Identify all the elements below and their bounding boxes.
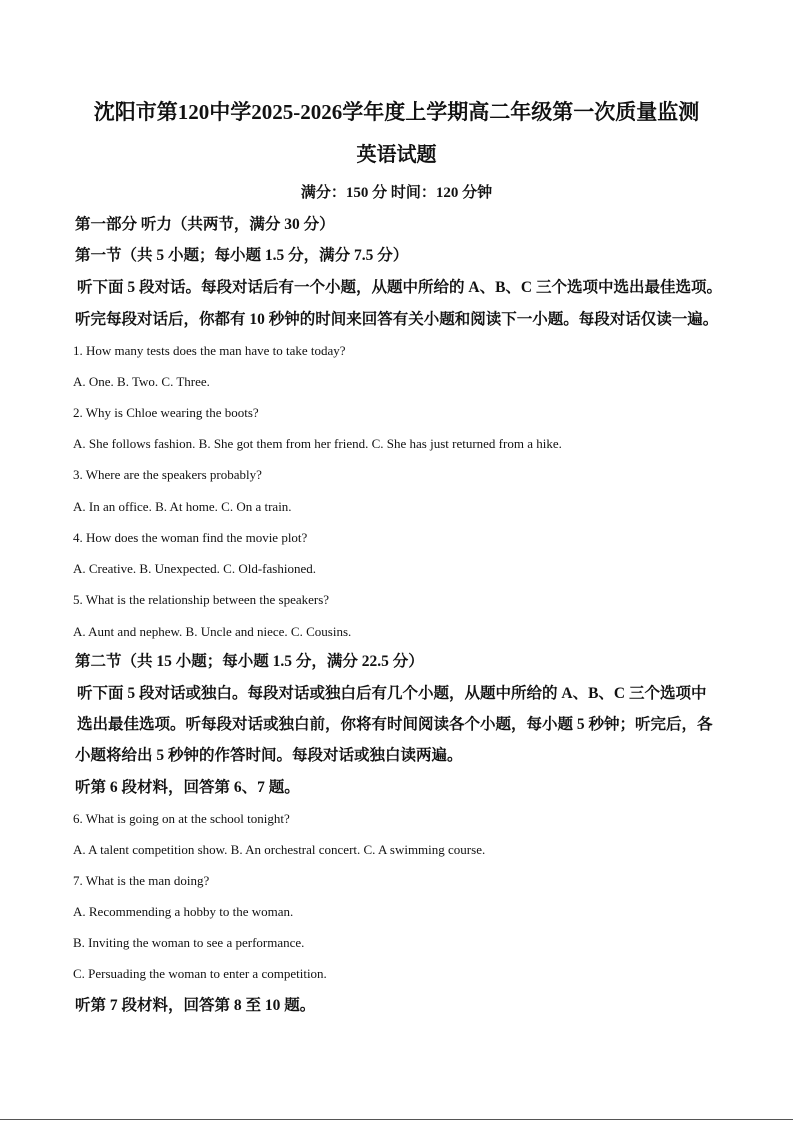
question-6: 6. What is going on at the school tonight? <box>73 811 290 826</box>
section2-instruction-line: 选出最佳选项。听每段对话或独白前，你将有时间阅读各个小题，每小题 5 秒钟；听完后，各 <box>77 716 713 733</box>
options-4: A. Creative. B. Unexpected. C. Old-fashioned. <box>73 561 316 576</box>
options-2: A. She follows fashion. B. She got them from her friend. C. She has just returned from a hike. <box>73 436 562 451</box>
option-7b: B. Inviting the woman to see a performance. <box>73 935 305 950</box>
section2-heading: 第二节（共 15 小题；每小题 1.5 分，满分 22.5 分） <box>75 653 424 670</box>
section2-instruction-line: 小题将给出 5 秒钟的作答时间。每段对话或独白读两遍。 <box>75 747 463 764</box>
question-7: 7. What is the man doing? <box>73 873 210 888</box>
score-time: 满分：150 分 时间：120 分钟 <box>300 185 493 201</box>
option-7c: C. Persuading the woman to enter a competition. <box>73 966 327 981</box>
question-1: 1. How many tests does the man have to take today? <box>73 343 346 358</box>
exam-title: 沈阳市第120中学2025-2026学年度上学期高二年级第一次质量监测 <box>93 100 700 124</box>
options-6: A. A talent competition show. B. An orchestral concert. C. A swimming course. <box>73 842 486 857</box>
section1-heading: 第一节（共 5 小题；每小题 1.5 分，满分 7.5 分） <box>75 247 409 264</box>
question-2: 2. Why is Chloe wearing the boots? <box>73 405 259 420</box>
options-1: A. One. B. Two. C. Three. <box>73 374 210 389</box>
question-3: 3. Where are the speakers probably? <box>73 467 262 482</box>
options-5: A. Aunt and nephew. B. Uncle and niece. C. Cousins. <box>73 624 352 639</box>
material-6-heading: 听第 6 段材料，回答第 6、7 题。 <box>75 779 300 796</box>
section1-instruction-line: 听完每段对话后，你都有 10 秒钟的时间来回答有关小题和阅读下一小题。每段对话仅读一遍。 <box>75 311 719 328</box>
material-7-heading: 听第 7 段材料，回答第 8 至 10 题。 <box>75 997 316 1014</box>
question-4: 4. How does the woman find the movie plot? <box>73 530 308 545</box>
options-3: A. In an office. B. At home. C. On a train. <box>73 499 292 514</box>
page-bottom-rule <box>0 1119 793 1120</box>
section1-instruction-line: 听下面 5 段对话。每段对话后有一个小题，从题中所给的 A、B、C 三个选项中选出最佳选项。 <box>77 279 722 296</box>
question-5: 5. What is the relationship between the speakers? <box>73 592 330 607</box>
exam-subject: 英语试题 <box>356 144 437 166</box>
part1-heading: 第一部分 听力（共两节，满分 30 分） <box>75 216 335 233</box>
option-7a: A. Recommending a hobby to the woman. <box>73 904 294 919</box>
section2-instruction-line: 听下面 5 段对话或独白。每段对话或独白后有几个小题，从题中所给的 A、B、C 三个选项中 <box>77 685 707 702</box>
